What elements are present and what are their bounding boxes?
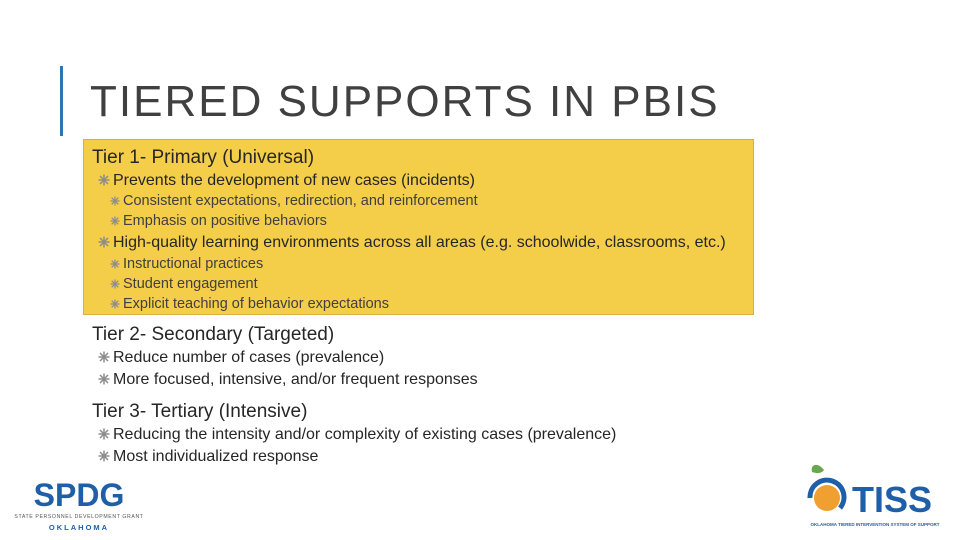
tier3-point-1 xyxy=(98,425,616,445)
title-accent-bar xyxy=(60,66,63,136)
tier1-subpoint-2-2 xyxy=(110,274,258,294)
point-text: Reducing the intensity and/or complexity of existing cases (prevalence) xyxy=(113,426,617,443)
subpoint-text: Emphasis on positive behaviors xyxy=(123,213,327,229)
tier3-point-2 xyxy=(98,447,318,467)
spdg-line1: STATE PERSONNEL DEVELOPMENT GRANT xyxy=(14,514,144,520)
star-bullet-icon xyxy=(98,428,110,440)
tier1-subpoint-1-1 xyxy=(110,191,478,211)
star-bullet-icon xyxy=(110,259,120,269)
tier2-point-2 xyxy=(98,370,478,390)
tier3-heading: Tier 3- Tertiary (Intensive) xyxy=(92,401,308,422)
tiss-logo xyxy=(800,462,950,532)
tier1-point-1 xyxy=(98,171,475,191)
tier2-heading: Tier 2- Secondary (Targeted) xyxy=(92,324,335,345)
star-bullet-icon xyxy=(98,236,110,248)
star-bullet-icon xyxy=(110,216,120,226)
star-bullet-icon xyxy=(98,450,110,462)
point-text: High-quality learning environments across all areas (e.g. schoolwide, classrooms, etc.) xyxy=(113,234,726,251)
leaf-icon xyxy=(812,465,824,473)
tiss-tagline: OKLAHOMA TIERED INTERVENTION SYSTEM OF SUPPORT xyxy=(810,522,940,527)
star-bullet-icon xyxy=(98,174,110,186)
subpoint-text: Student engagement xyxy=(123,276,258,292)
star-bullet-icon xyxy=(110,279,120,289)
subpoint-text: Explicit teaching of behavior expectations xyxy=(123,296,389,312)
subpoint-text: Consistent expectations, redirection, and reinforcement xyxy=(123,193,478,209)
slide-title: TIERED SUPPORTS IN PBIS xyxy=(90,77,720,126)
tier1-point-2 xyxy=(98,233,726,253)
spdg-wordmark: SPDG xyxy=(33,477,125,513)
point-text: Prevents the development of new cases (incidents) xyxy=(113,172,475,189)
tier1-heading: Tier 1- Primary (Universal) xyxy=(92,147,315,168)
apple-icon xyxy=(814,485,840,511)
tier2-point-1 xyxy=(98,348,384,368)
tier1-subpoint-2-1 xyxy=(110,254,263,274)
star-bullet-icon xyxy=(98,351,110,363)
subpoint-text: Instructional practices xyxy=(123,256,264,272)
star-bullet-icon xyxy=(110,196,120,206)
point-text: Reduce number of cases (prevalence) xyxy=(113,349,385,366)
point-text: Most individualized response xyxy=(113,448,319,465)
tier1-subpoint-2-3 xyxy=(110,294,389,314)
point-text: More focused, intensive, and/or frequent responses xyxy=(113,371,478,388)
star-bullet-icon xyxy=(98,373,110,385)
spdg-logo xyxy=(4,474,154,534)
tiss-wordmark: TISS xyxy=(851,479,933,520)
tier1-subpoint-1-2 xyxy=(110,211,327,231)
spdg-line2: OKLAHOMA xyxy=(48,523,110,532)
star-bullet-icon xyxy=(110,299,120,309)
